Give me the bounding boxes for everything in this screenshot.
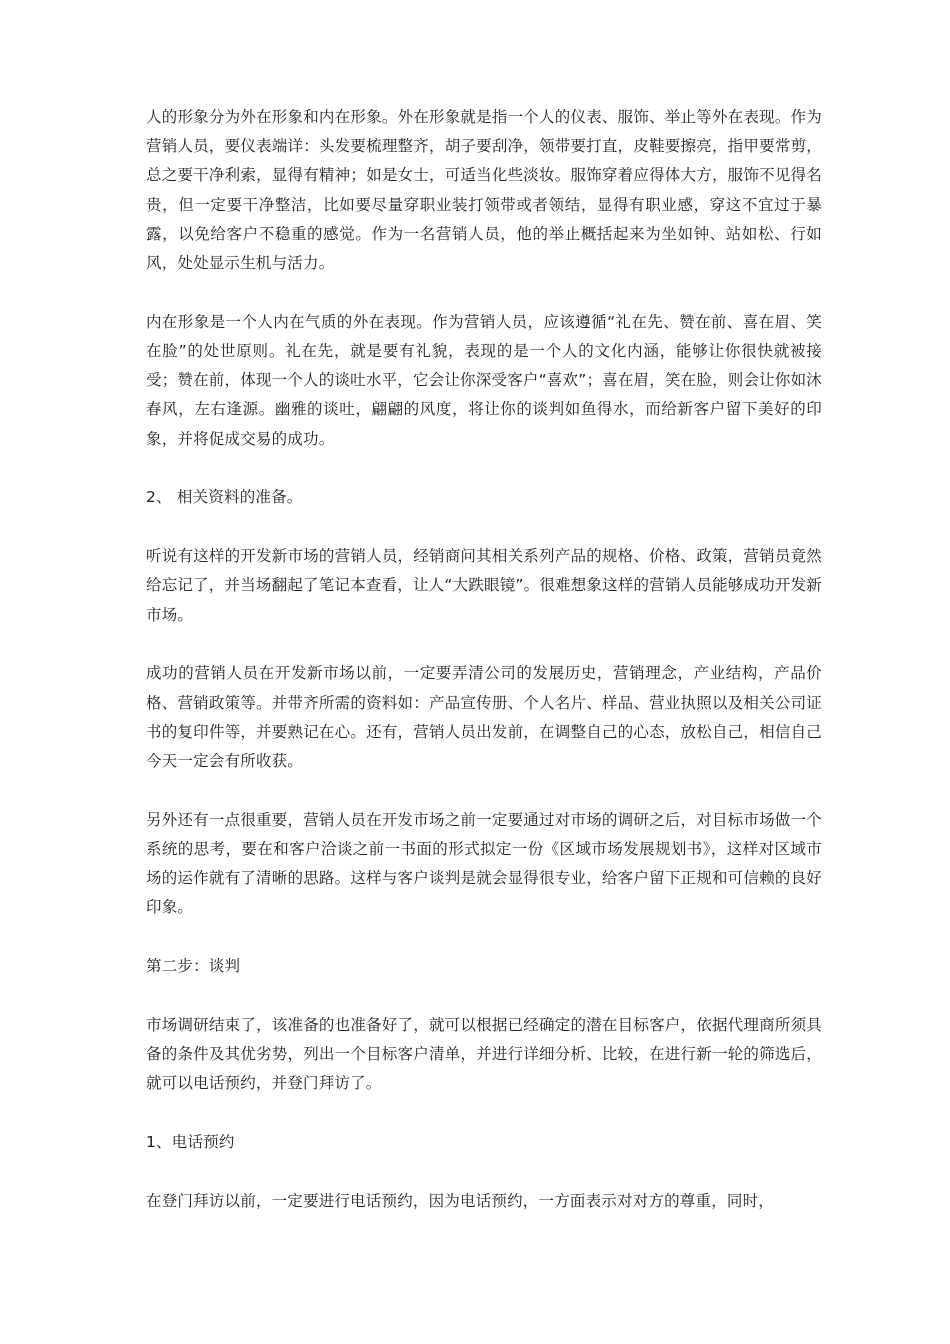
- paragraph-anecdote: 听说有这样的开发新市场的营销人员，经销商问其相关系列产品的规格、价格、政策，营销员竟然给忘记了，并当场翻起了笔记本查看，让人“大跌眼镜”。很难想象这样的营销人员能够成功开发新市场。: [146, 547, 822, 624]
- paragraph-preparation: 成功的营销人员在开发新市场以前，一定要弄清公司的发展历史，营销理念，产业结构，产品价格、营销政策等。并带齐所需的资料如：产品宣传册、个人名片、样品、营业执照以及相关公司证书的复印件等，并要熟记在心。还有，营销人员出发前，在调整自己的心态，放松自己，相信自己今天一定会有所收获。: [146, 664, 822, 771]
- paragraph-outer-image: 人的形象分为外在形象和内在形象。外在形象就是指一个人的仪表、服饰、举止等外在表现。作为营销人员，要仪表端详：头发要梳理整齐，胡子要刮净，领带要打直，皮鞋要擦亮，指甲要常剪，总之要干净利索，显得有精神；如是女士，可适当化些淡妆。服饰穿着应得体大方，服饰不见得名贵，但一定要干净整洁，比如要尽量穿职业装打领带或者领结，显得有职业感，穿这不宜过于暴露，以免给客户不稳重的感觉。作为一名营销人员，他的举止概括起来为坐如钟、站如松、行如风，处处显示生机与活力。: [146, 108, 822, 273]
- section-heading-negotiation: 第二步：谈判: [146, 957, 241, 976]
- paragraph-inner-image: 内在形象是一个人内在气质的外在表现。作为营销人员，应该遵循“礼在先、赞在前、喜在眉、笑在脸”的处世原则。礼在先，就是要有礼貌，表现的是一个人的文化内涵，能够让你很快就被接受；赞在前，体现一个人的谈吐水平，它会让你深受客户“喜欢”；喜在眉，笑在脸，则会让你如沐春风，左右逢源。幽雅的谈吐，翩翩的风度，将让你的谈判如鱼得水，而给新客户留下美好的印象，并将促成交易的成功。: [146, 312, 822, 448]
- paragraph-target-clients: 市场调研结束了，该准备的也准备好了，就可以根据已经确定的潜在目标客户，依据代理商所须具备的条件及其优劣势，列出一个目标客户清单，并进行详细分析、比较，在进行新一轮的筛选后，就可以电话预约，并登门拜访了。: [146, 1016, 822, 1093]
- paragraph-market-plan: 另外还有一点很重要，营销人员在开发市场之前一定要通过对市场的调研之后，对目标市场做一个系统的思考，要在和客户洽谈之前一书面的形式拟定一份《区域市场发展规划书》，这样对区域市场的运作就有了清晰的思路。这样与客户谈判是就会显得很专业，给客户留下正规和可信赖的良好印象。: [146, 810, 822, 917]
- section-heading-phone-appointment: 1、电话预约: [146, 1133, 235, 1152]
- document-body: [146, 103, 822, 1246]
- section-heading-materials: 2、 相关资料的准备。: [146, 488, 303, 507]
- paragraph-phone-appointment: 在登门拜访以前，一定要进行电话预约，因为电话预约，一方面表示对对方的尊重，同时，: [146, 1192, 775, 1211]
